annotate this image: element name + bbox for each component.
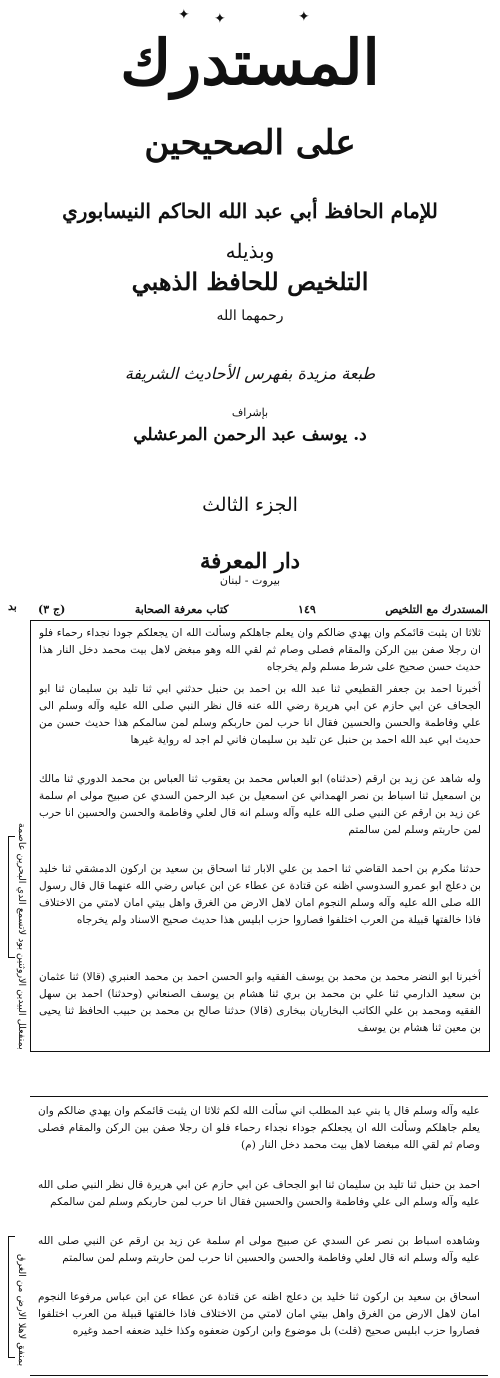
edition-note: طبعة مزيدة بفهرس الأحاديث الشريفة bbox=[124, 364, 376, 383]
margin-note-lower: بمنفق لاهلا الارض من الغرق bbox=[16, 1253, 27, 1366]
talkhis-paragraph: عليه وآله وسلم قال يا بني عبد المطلب اني سألت الله لكم ثلاثا ان يثبت قائمكم وان يهدي ضالكم وان يعلم جاهلكم وسألت الله ان يجعلكم جوداء نجداء رحماء فلو ان رجلا صفن بين الركن والمقام فصلى وصام ثم لقي الله مبغضا لاهل بيت محمد دخل النار (م) bbox=[38, 1105, 480, 1151]
page-number: ١٤٩ bbox=[298, 603, 316, 616]
star-ornament-icon: ✦ bbox=[298, 9, 310, 25]
book-subtitle: على الصحيحين bbox=[144, 123, 356, 163]
talkhis-frame bbox=[30, 1096, 488, 1376]
running-head bbox=[38, 600, 488, 620]
supervision-label: بإشراف bbox=[231, 406, 269, 419]
talkhis-paragraph: اسحاق بن سعيد بن اركون ثنا خليد بن دعلج اظنه عن قتادة عن عطاء عن ابن عباس مرفوعا النجوم امان لاهل الارض من الغرق واهل بيتي امان لامتي من الاختلاف فاذا خالفتها قبيلة من العرب اختلفوا فصاروا حزب ابليس صحيح (قلت) بل موضوع وابن اركون ضعفوه وكذا خليد ضعفه احمد وغيره bbox=[38, 1291, 480, 1337]
publisher-name: دار المعرفة bbox=[199, 548, 301, 573]
star-ornament-icon: ✦ bbox=[214, 11, 226, 27]
with-appendix-label: وبذيله bbox=[225, 239, 275, 263]
star-ornament-icon: ✦ bbox=[178, 7, 190, 23]
text-page bbox=[8, 596, 492, 1376]
margin-bracket bbox=[8, 836, 15, 958]
hadith-paragraph: ثلاثا ان يثبت قائمكم وان يهدي ضالكم وان يعلم جاهلكم وسألت الله ان يجعلكم جودا نجداء رحماء فلو ان رجلا صفن بين الركن والمقام فصلى وصام ثم لقي الله وهو مبغض لاهل بيت محمد دخل النار هذا حديث حسن صحيح على شرط مسلم ولم يخرجاه bbox=[39, 627, 481, 673]
margin-bracket bbox=[8, 1236, 15, 1358]
main-text-frame bbox=[30, 620, 490, 1052]
running-head-volume: (ج ٣) bbox=[38, 603, 66, 616]
editor-name: د. يوسف عبد الرحمن المرعشلي bbox=[133, 425, 367, 445]
publisher-city: بيروت - لبنان bbox=[219, 574, 281, 587]
running-head-title: المستدرك مع التلخيص bbox=[385, 603, 488, 616]
rahimahuma-line: رحمهما الله bbox=[216, 308, 284, 324]
book-title: المستدرك bbox=[120, 26, 380, 99]
hadith-paragraph: أخبرنا احمد بن جعفر القطيعي ثنا عبد الله بن احمد بن حنبل حدثني ابي ثنا تليد بن سليمان ثنا ابو الجحاف عن ابي حازم عن ابي هريرة رضي الله عنه قال نظر النبي صلى الله عليه وآله وسلم الى علي وفاطمة والحسن والحسين فقال انا حرب لمن حاربكم وسلم لمن سالمكم هذا حديث حسن من حديث ابي عبد الله احمد بن حنبل عن تليد بن سليمان فاني لم اجد له رواية غيرها bbox=[39, 683, 481, 746]
hadith-paragraph: حدثنا مكرم بن احمد القاضي ثنا احمد بن علي الابار ثنا اسحاق بن سعيد بن اركون الدمشقي ثنا خليد بن دعلج ابو عمرو السدوسي اظنه عن قتادة عن عطاء عن ابن عباس رضي الله عنهما قال قال رسول الله صلى الله عليه وآله وسلم النجوم امان لاهل الارض من الغرق واهل بيتي امان لامتي من الاختلاف فاذا خالفتها قبيلة من العرب اختلفوا فصاروا حزب ابليس هذا حديث صحيح الاسناد ولم يخرجاه bbox=[39, 863, 481, 926]
running-head-book: كتاب معرفة الصحابة bbox=[134, 603, 229, 616]
talkhis-title: التلخيص للحافظ الذهبي bbox=[131, 267, 369, 296]
title-page bbox=[0, 0, 500, 590]
talkhis-paragraph: وشاهده اسباط بن نصر عن السدي عن صبيح مولى ام سلمة عن زيد بن ارقم عن النبي صلى الله عليه وآله وسلم انه قال لعلي وفاطمة والحسن والحسين انا حرب لمن حاربتم وسلم لمن سالمتم bbox=[38, 1235, 480, 1264]
hadith-paragraph: وله شاهد عن زيد بن ارقم (حدثناه) ابو العباس محمد بن يعقوب ثنا العباس بن محمد الدوري ثنا مالك بن اسمعيل ثنا اسباط بن نصر الهمداني عن اسمعيل بن عبد الرحمن السدي عن صبيح مولى ام سلمة عن زيد بن ارقم عن النبي صلى الله عليه وآله وسلم انه قال لعلي وفاطمة والحسن والحسين انا حرب لمن حاربتم وسلم لمن سالمتم bbox=[39, 773, 481, 836]
talkhis-paragraph: احمد بن حنبل ثنا تليد بن سليمان ثنا ابو الجحاف عن ابي حازم عن ابي هريرة قال نظر النبي صلى الله عليه وآله وسلم الى علي وفاطمة والحسن والحسين فقال انا حرب لمن حاربكم وسلم لمن سالمكم bbox=[38, 1179, 480, 1208]
author-line: للإمام الحافظ أبي عبد الله الحاكم النيسابوري bbox=[62, 199, 438, 223]
volume-label: الجزء الثالث bbox=[202, 494, 298, 516]
margin-fragment: بد bbox=[8, 600, 17, 613]
margin-note-upper: بمنفعلل البيدين الاروثنين بود لاتسمع الدي البحرين عاصمة bbox=[16, 823, 27, 1050]
hadith-paragraph: أخبرنا ابو النضر محمد بن محمد بن يوسف الفقيه وابو الحسن احمد بن محمد العنبري (قالا) ثنا عثمان بن سعيد الدارمي ثنا علي بن محمد بن بري ثنا هشام بن يوسف الصنعاني (وحدثنا) احمد بن سهل الفقيه ومحمد بن علي الكاتب البخاريان ببخارى (قالا) حدثنا صالح بن محمد بن حبيب الحافظ ثنا يحيى بن معين ثنا هشام بن يوسف bbox=[39, 971, 481, 1034]
